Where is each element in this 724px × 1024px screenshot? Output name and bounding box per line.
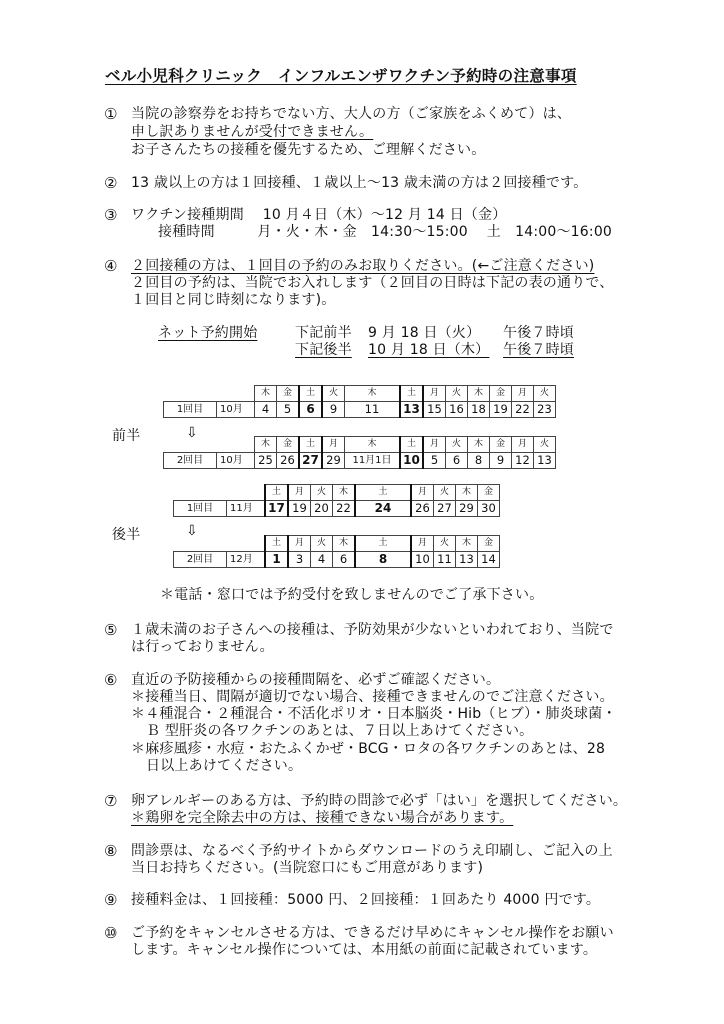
day-cell: 20 <box>311 501 333 517</box>
net-start-half: 下記後半 <box>295 342 352 358</box>
day-cell: 23 <box>534 402 556 418</box>
item-number: ⑥ <box>104 671 118 689</box>
net-start-half: 下記前半 <box>295 325 352 341</box>
item-6-line-2: ＊接種当日、間隔が適切でない場合、接種できませんのでご注意ください。 <box>131 689 614 705</box>
day-cell: 27 <box>434 501 456 517</box>
weekday-cell: 土 <box>355 485 411 501</box>
dose-label: 2回目 <box>174 552 227 568</box>
day-cell: 26 <box>411 501 434 517</box>
day-cell: 19 <box>490 402 512 418</box>
item-3-line-1: ワクチン接種期間 10 月４日（木）～12 月 14 日（金） <box>131 207 507 223</box>
day-cell: 22 <box>512 402 534 418</box>
dose-label: 1回目 <box>164 402 217 418</box>
item-number: ⑨ <box>104 891 118 909</box>
day-cell: 27 <box>299 453 322 469</box>
net-start-time: 午後７時頃 <box>503 342 574 358</box>
net-start-label: ネット予約開始 <box>158 325 258 341</box>
second-half-table-2 <box>173 535 500 568</box>
weekday-cell: 月 <box>411 536 434 552</box>
weekday-cell: 火 <box>311 485 333 501</box>
item-7-line-2-text: ＊鶏卵を完全除去中の方は、接種できない場合があります。 <box>131 810 514 826</box>
item-6-line-3: ＊４種混合・２種混合・不活化ポリオ・日本脳炎・Hib（ヒブ）・肺炎球菌・ <box>131 706 617 722</box>
day-cell: 11 <box>345 402 401 418</box>
month-label: 12月 <box>227 552 266 568</box>
day-cell: 10 <box>411 552 434 568</box>
weekday-cell: 木 <box>333 536 356 552</box>
weekday-cell: 月 <box>411 485 434 501</box>
day-cell: 16 <box>446 402 468 418</box>
item-number: ③ <box>104 206 118 224</box>
day-cell: 15 <box>423 402 446 418</box>
day-cell: 14 <box>478 552 500 568</box>
day-cell: 6 <box>299 402 322 418</box>
item-number: ⑤ <box>104 621 118 639</box>
first-half-table-2 <box>163 436 556 469</box>
item-10-line-2: します。キャンセル操作については、本用紙の前面に記載されています。 <box>131 942 598 958</box>
day-cell: 17 <box>265 501 288 517</box>
month-label: 10月 <box>217 402 255 418</box>
month-label: 10月 <box>217 453 255 469</box>
down-arrow-icon: ⇩ <box>186 523 198 539</box>
day-cell: 13 <box>400 402 423 418</box>
weekday-cell: 土 <box>299 437 322 453</box>
item-4-line-3: １回目と同じ時刻になります)。 <box>131 292 336 308</box>
day-cell: 26 <box>277 453 300 469</box>
weekday-cell: 木 <box>456 485 478 501</box>
weekday-cell: 木 <box>468 437 490 453</box>
weekday-cell: 土 <box>299 386 322 402</box>
weekday-cell: 木 <box>345 437 401 453</box>
day-cell: 1 <box>265 552 288 568</box>
day-cell: 22 <box>333 501 356 517</box>
item-number: ④ <box>104 257 118 275</box>
down-arrow-icon: ⇩ <box>186 425 198 441</box>
weekday-cell: 金 <box>277 437 300 453</box>
day-cell: 8 <box>355 552 411 568</box>
weekday-cell: 火 <box>534 437 556 453</box>
weekday-cell: 土 <box>265 485 288 501</box>
weekday-cell: 火 <box>446 386 468 402</box>
item-5-line-1: １歳未満のお子さんへの接種は、予防効果が少ないといわれており、当院で <box>131 622 614 638</box>
item-10-line-1: ご予約をキャンセルさせる方は、できるだけ早めにキャンセル操作をお願い <box>131 925 614 941</box>
item-6-line-5: ＊麻疹風疹・水痘・おたふくかぜ・BCG・ロタの各ワクチンのあとは、28 <box>131 741 606 757</box>
weekday-cell: 火 <box>446 437 468 453</box>
item-number: ② <box>104 174 118 192</box>
day-cell: 6 <box>446 453 468 469</box>
weekday-cell: 土 <box>400 437 423 453</box>
weekday-cell: 木 <box>255 437 277 453</box>
item-number: ⑧ <box>104 842 118 860</box>
weekday-cell: 火 <box>434 485 456 501</box>
weekday-cell: 月 <box>322 437 345 453</box>
net-start-date: 10 月 18 日（木） <box>368 342 490 358</box>
day-cell: 13 <box>534 453 556 469</box>
item-5-line-2: は行っておりません。 <box>131 639 274 655</box>
item-4-line-1: ２回接種の方は、１回目の予約のみお取りください。(←ご注意ください) <box>131 258 595 274</box>
day-cell: 6 <box>333 552 356 568</box>
page-title: ベル小児科クリニック インフルエンザワクチン予約時の注意事項 <box>105 67 577 85</box>
weekday-cell: 月 <box>288 485 311 501</box>
weekday-cell: 金 <box>478 536 500 552</box>
item-number: ⑦ <box>104 792 118 810</box>
net-start-time: 午後７時頃 <box>503 325 574 341</box>
day-cell: 8 <box>468 453 490 469</box>
month-label: 11月 <box>227 501 266 517</box>
day-cell: 19 <box>288 501 311 517</box>
day-cell: 4 <box>311 552 333 568</box>
weekday-cell: 土 <box>355 536 411 552</box>
day-cell: 9 <box>490 453 512 469</box>
item-7-line-2 <box>131 809 513 827</box>
day-cell: 11 <box>434 552 456 568</box>
weekday-cell: 木 <box>456 536 478 552</box>
weekday-cell: 月 <box>512 386 534 402</box>
item-6-line-1: 直近の予防接種からの接種間隔を、必ずご確認ください。 <box>131 672 501 688</box>
weekday-cell: 火 <box>534 386 556 402</box>
item-1-line-1: 当院の診察券をお持ちでない方、大人の方（ご家族をふくめて）は、 <box>131 106 572 122</box>
weekday-cell: 月 <box>288 536 311 552</box>
phone-note: ＊電話・窓口では予約受付を致しませんのでご了承下さい。 <box>160 587 544 603</box>
weekday-cell: 土 <box>265 536 288 552</box>
weekday-cell: 木 <box>333 485 356 501</box>
day-cell: 5 <box>277 402 300 418</box>
item-1-line-2: 申し訳ありませんが受付できません。 <box>131 124 374 140</box>
item-6-line-4: Ｂ 型肝炎の各ワクチンのあとは、７日以上あけてください。 <box>146 723 534 739</box>
first-half-label: 前半 <box>112 428 141 444</box>
weekday-cell: 火 <box>322 386 345 402</box>
item-number: ⑩ <box>104 924 118 942</box>
day-cell: 11月1日 <box>345 453 401 469</box>
item-9-line-1: 接種料金は、１回接種：5000 円、２回接種：１回あたり 4000 円です。 <box>131 892 601 908</box>
day-cell: 18 <box>468 402 490 418</box>
weekday-cell: 月 <box>512 437 534 453</box>
day-cell: 25 <box>255 453 277 469</box>
day-cell: 9 <box>322 402 345 418</box>
day-cell: 3 <box>288 552 311 568</box>
weekday-cell: 木 <box>345 386 401 402</box>
weekday-cell: 金 <box>490 386 512 402</box>
day-cell: 29 <box>456 501 478 517</box>
item-number: ① <box>104 105 118 123</box>
day-cell: 24 <box>355 501 411 517</box>
weekday-cell: 月 <box>423 437 446 453</box>
item-7-line-1: 卵アレルギーのある方は、予約時の問診で必ず「はい」を選択してください。 <box>131 793 628 809</box>
weekday-cell: 金 <box>277 386 300 402</box>
weekday-cell: 金 <box>490 437 512 453</box>
item-6-line-6: 日以上あけてください。 <box>146 758 303 774</box>
weekday-cell: 火 <box>311 536 333 552</box>
item-1-line-3: お子さんたちの接種を優先するため、ご理解ください。 <box>131 142 486 158</box>
item-8-line-2: 当日お持ちください。(当院窓口にもご用意があります) <box>131 860 484 876</box>
item-2-line-1: 13 歳以上の方は１回接種、１歳以上～13 歳未満の方は２回接種です。 <box>131 175 588 191</box>
day-cell: 5 <box>423 453 446 469</box>
weekday-cell: 木 <box>255 386 277 402</box>
weekday-cell: 金 <box>478 485 500 501</box>
item-8-line-1: 問診票は、なるべく予約サイトからダウンロードのうえ印刷し、ご記入の上 <box>131 843 613 859</box>
weekday-cell: 月 <box>423 386 446 402</box>
net-start-date: 9 月 18 日（火） <box>368 325 481 341</box>
day-cell: 13 <box>456 552 478 568</box>
day-cell: 30 <box>478 501 500 517</box>
weekday-cell: 火 <box>434 536 456 552</box>
day-cell: 12 <box>512 453 534 469</box>
weekday-cell: 土 <box>400 386 423 402</box>
dose-label: 1回目 <box>174 501 227 517</box>
item-4-line-2: ２回目の予約は、当院でお入れします（２回目の日時は下記の表の通りで、 <box>131 275 614 291</box>
weekday-cell: 木 <box>468 386 490 402</box>
first-half-table-1 <box>163 385 556 418</box>
item-3-line-2: 接種時間 月・火・木・金 14:30～15:00 土 14:00～16:00 <box>158 224 613 240</box>
second-half-table-1 <box>173 484 500 517</box>
second-half-label: 後半 <box>112 527 141 543</box>
day-cell: 10 <box>400 453 423 469</box>
day-cell: 4 <box>255 402 277 418</box>
day-cell: 29 <box>322 453 345 469</box>
dose-label: 2回目 <box>164 453 217 469</box>
